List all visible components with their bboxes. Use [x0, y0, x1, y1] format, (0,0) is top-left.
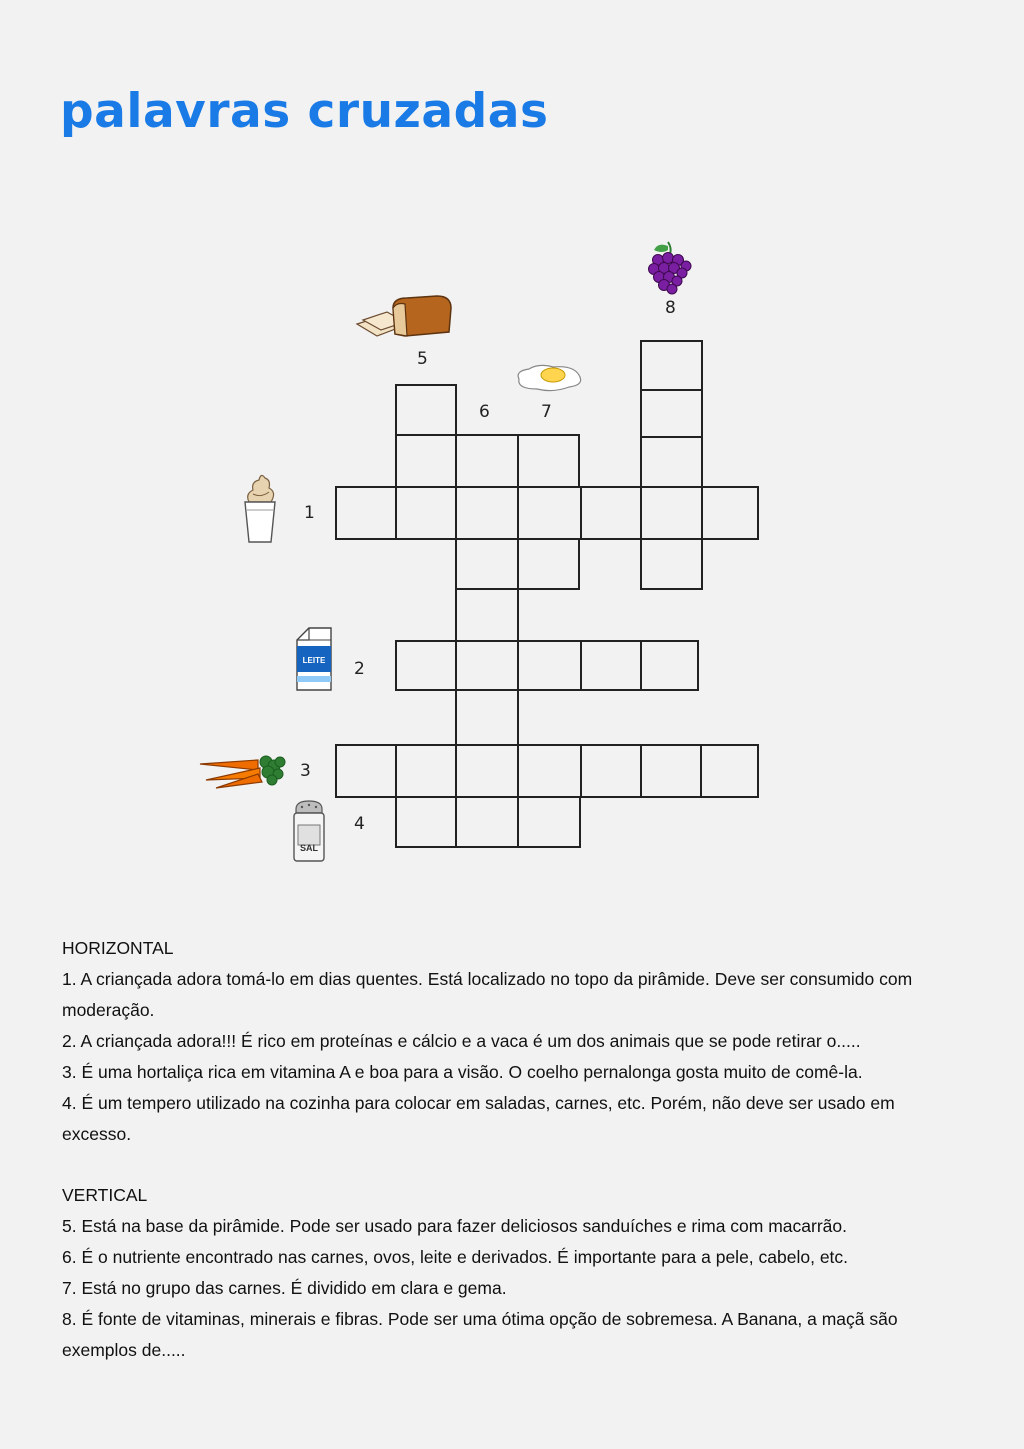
clue-horizontal-1: 1. A criançada adora tomá-lo em dias quentes. Está localizado no topo da pirâmide. Deve ser consumido com moderação.	[62, 969, 913, 1020]
clue-number-2: 2	[354, 659, 365, 679]
clue-number-6: 6	[479, 402, 490, 422]
cell-8-3[interactable]	[640, 436, 703, 488]
milk-carton-label: LEITE	[302, 656, 326, 665]
cell-1-1[interactable]	[335, 486, 397, 540]
cell-1-6[interactable]	[640, 486, 703, 540]
clue-number-3: 3	[300, 761, 311, 781]
cell-3-3[interactable]	[455, 744, 519, 798]
cell-1-3[interactable]	[455, 486, 519, 540]
salt-shaker-label: SAL	[300, 843, 318, 853]
cell-3-2[interactable]	[395, 744, 457, 798]
clue-horizontal-2: 2. A criançada adora!!! É rico em proteínas e cálcio e a vaca é um dos animais que se pode retirar o.....	[62, 1031, 861, 1051]
cell-4-2[interactable]	[455, 796, 519, 848]
cell-6-4[interactable]	[455, 588, 519, 642]
clue-number-7: 7	[541, 402, 552, 422]
cell-2-3[interactable]	[517, 640, 582, 691]
grapes-icon	[646, 240, 692, 298]
clue-vertical-8: 8. É fonte de vitaminas, minerais e fibras. Pode ser uma ótima opção de sobremesa. A Banana, a maçã são exemplos de.....	[62, 1309, 898, 1360]
clue-vertical-6: 6. É o nutriente encontrado nas carnes, ovos, leite e derivados. É importante para a pele, cabelo, etc.	[62, 1247, 849, 1267]
cell-3-6[interactable]	[640, 744, 702, 798]
clue-number-1: 1	[304, 503, 315, 523]
page-title: palavras cruzadas	[60, 84, 549, 139]
cell-2-4[interactable]	[580, 640, 642, 691]
cell-4-1[interactable]	[395, 796, 457, 848]
clue-horizontal-4: 4. É um tempero utilizado na cozinha para colocar em saladas, carnes, etc. Porém, não deve ser usado em excesso.	[62, 1093, 895, 1144]
cell-1-5[interactable]	[580, 486, 642, 540]
cell-7-1[interactable]	[517, 434, 580, 488]
cell-8-2[interactable]	[640, 389, 703, 438]
clue-number-4: 4	[354, 814, 365, 834]
cell-3-1[interactable]	[335, 744, 397, 798]
clue-number-8: 8	[665, 298, 676, 318]
cell-2-1[interactable]	[395, 640, 457, 691]
horizontal-heading: HORIZONTAL	[62, 938, 174, 958]
clue-vertical-5: 5. Está na base da pirâmide. Pode ser usado para fazer deliciosos sanduíches e rima com macarrão.	[62, 1216, 847, 1236]
milk-carton-icon	[293, 624, 335, 694]
cell-2-2[interactable]	[455, 640, 519, 691]
vertical-heading: VERTICAL	[62, 1185, 148, 1205]
clue-vertical-7: 7. Está no grupo das carnes. É dividido em clara e gema.	[62, 1278, 507, 1298]
cell-2-5[interactable]	[640, 640, 699, 691]
cell-7-3[interactable]	[517, 538, 580, 590]
cell-3-5[interactable]	[580, 744, 642, 798]
carrot-icon	[196, 750, 288, 792]
cell-6-1[interactable]	[455, 434, 519, 488]
clue-horizontal-3: 3. É uma hortaliça rica em vitamina A e boa para a visão. O coelho pernalonga gosta muito de comê-la.	[62, 1062, 863, 1082]
cell-1-2[interactable]	[395, 486, 457, 540]
bread-icon	[353, 294, 453, 340]
horizontal-clues	[62, 933, 942, 1150]
cell-3-4[interactable]	[517, 744, 582, 798]
cell-6-6[interactable]	[455, 689, 519, 746]
cell-5-1[interactable]	[395, 384, 457, 436]
cell-6-3[interactable]	[455, 538, 519, 590]
cell-4-3[interactable]	[517, 796, 581, 848]
ice-cream-icon	[241, 472, 279, 544]
cell-5-2[interactable]	[395, 434, 457, 488]
cell-1-7[interactable]	[701, 486, 759, 540]
fried-egg-icon	[513, 363, 585, 393]
cell-1-4[interactable]	[517, 486, 582, 540]
cell-3-7[interactable]	[700, 744, 759, 798]
cell-8-1[interactable]	[640, 340, 703, 391]
clue-number-5: 5	[417, 349, 428, 369]
cell-8-5[interactable]	[640, 538, 703, 590]
salt-shaker-icon	[290, 799, 328, 863]
vertical-clues	[62, 1180, 942, 1366]
